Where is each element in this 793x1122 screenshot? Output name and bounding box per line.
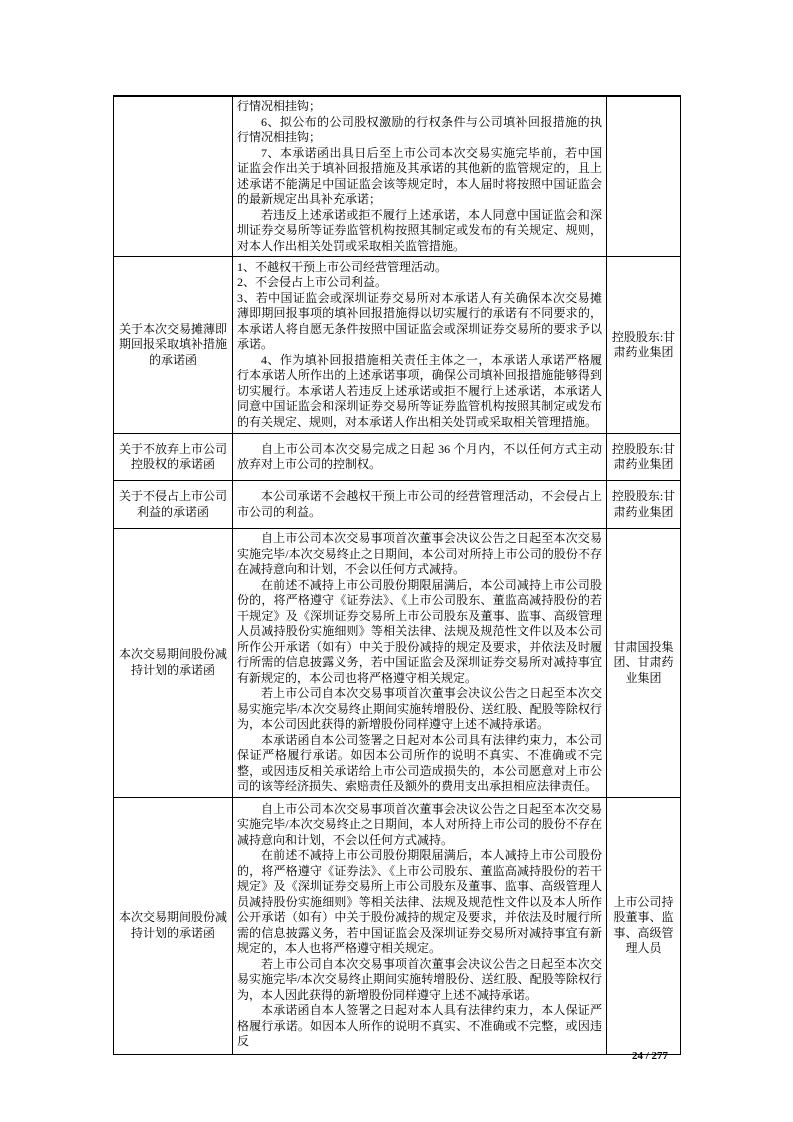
commitment-name-cell: 本次交易期间股份减持计划的承诺函 — [114, 797, 233, 1054]
content-paragraph: 3、若中国证监会或深圳证券交易所对本承诺人有关确保本次交易摊薄即期回报事项的填补回报措施得以切实履行的承诺有不同要求的，本承诺人将自愿无条件按照中国证监会或深圳证券交易所的要求予以承诺。 — [237, 290, 602, 352]
content-paragraph: 自上市公司本次交易完成之日起 36 个月内，不以任何方式主动放弃对上市公司的控制权。 — [237, 441, 602, 471]
table-row — [114, 257, 681, 434]
commitment-party-cell: 控股股东:甘肃药业集团 — [607, 434, 681, 481]
commitment-name-cell: 本次交易期间股份减持计划的承诺函 — [114, 529, 233, 798]
content-paragraph: 2、不会侵占上市公司利益。 — [237, 275, 388, 290]
content-paragraph: 本承诺函自本公司签署之日起对本公司具有法律约束力，本公司保证严格履行承诺。如因本公司所作的说明不真实、不准确或不完整，或因违反相关承诺给上市公司造成损失的，本公司愿意对上市公司的该等经济损失、索赔责任及额外的费用支出承担相应法律责任。 — [237, 732, 602, 793]
commitment-content-cell — [233, 481, 607, 529]
content-paragraph: 4、作为填补回报措施相关责任主体之一，本承诺人承诺严格履行本承诺人所作出的上述承诺事项，确保公司填补回报措施能够得到切实履行。本承诺人若违反上述承诺或拒不履行上述承诺，本承诺人同意中国证监会和深圳证券交易所等证券监管机构按照其制定或发布的有关规定、规则，对本承诺人作出相关处罚或采取相关管理措施。 — [237, 352, 602, 429]
table-row — [114, 797, 681, 1054]
content-paragraph: 在前述不减持上市公司股份期限届满后，本人减持上市公司股份的，将严格遵守《证券法》、《上市公司股东、董监高减持股份的若干规定》及《深圳证券交易所上市公司股东及董事、监事、高级管理人员减持股份实施细则》等相关法律、法规及规范性文件以及本人所作公开承诺（如有）中关于股份减持的规定及要求，并依法及时履行所需的信息披露义务，若中国证监会及深圳证券交易所对减持事宜有新规定的，本人也将严格遵守相关规定。 — [237, 848, 602, 955]
table-row — [114, 529, 681, 798]
commitment-party-cell: 甘肃国投集团、甘肃药业集团 — [607, 529, 681, 798]
commitment-content-cell — [233, 434, 607, 481]
page-number: 24 / 277 — [631, 1050, 668, 1062]
commitment-party-cell: 控股股东:甘肃药业集团 — [607, 481, 681, 529]
content-paragraph: 1、不越权干预上市公司经营管理活动。 — [237, 259, 448, 274]
commitment-content-cell — [233, 529, 607, 798]
content-paragraph: 在前述不减持上市公司股份期限届满后，本公司减持上市公司股份的，将严格遵守《证券法》、《上市公司股东、董监高减持股份的若干规定》及《深圳证券交易所上市公司股东及董事、监事、高级管理人员减持股份实施细则》等相关法律、法规及规范性文件以及本公司所作公开承诺（如有）中关于股份减持的规定及要求，并依法及时履行所需的信息披露义务，若中国证监会及深圳证券交易所对减持事宜有新规定的，本公司也将严格遵守相关规定。 — [237, 577, 602, 685]
commitment-name-cell: 关于不放弃上市公司控股权的承诺函 — [114, 434, 233, 481]
commitment-content-cell — [233, 797, 607, 1054]
content-paragraph: 若上市公司自本次交易事项首次董事会决议公告之日起至本次交易实施完毕/本次交易终止期间实施转增股份、送红股、配股等除权行为，本公司因此获得的新增股份同样遵守上述不减持承诺。 — [237, 686, 602, 731]
commitment-party-cell — [607, 96, 681, 257]
commitment-name-cell: 关于不侵占上市公司利益的承诺函 — [114, 481, 233, 529]
commitment-party-cell: 上市公司持股董事、监事、高级管理人员 — [607, 797, 681, 1054]
content-paragraph: 本公司承诺不会越权干预上市公司的经营管理活动，不会侵占上市公司的利益。 — [237, 489, 602, 519]
commitments-table-body — [114, 96, 681, 1054]
content-paragraph: 若违反上述承诺或拒不履行上述承诺，本人同意中国证监会和深圳证券交易所等证券监管机构按照其制定或发布的有关规定、规则，对本人作出相关处罚或采取相关监管措施。 — [237, 207, 602, 253]
commitment-content-cell — [233, 96, 607, 257]
content-paragraph: 自上市公司本次交易事项首次董事会决议公告之日起至本次交易实施完毕/本次交易终止之日期间，本公司对所持上市公司的股份不存在减持意向和计划，不会以任何方式减持。 — [237, 531, 602, 576]
content-paragraph: 行情况相挂钩； — [237, 99, 322, 113]
content-paragraph: 若上市公司自本次交易事项首次董事会决议公告之日起至本次交易实施完毕/本次交易终止期间实施转增股份、送红股、配股等除权行为，本人因此获得的新增股份同样遵守上述不减持承诺。 — [237, 956, 602, 1002]
commitment-party-cell: 控股股东:甘肃药业集团 — [607, 257, 681, 434]
content-paragraph: 6、拟公布的公司股权激励的行权条件与公司填补回报措施的执行情况相挂钩； — [237, 114, 602, 144]
table-row — [114, 434, 681, 481]
table-row — [114, 481, 681, 529]
content-paragraph: 7、本承诺函出具日后至上市公司本次交易实施完毕前，若中国证监会作出关于填补回报措施及其承诺的其他新的监管规定的，且上述承诺不能满足中国证监会该等规定时，本人届时将按照中国证监会的最新规定出具补充承诺； — [237, 145, 602, 206]
commitment-name-cell — [114, 96, 233, 257]
commitments-table — [113, 95, 681, 1055]
table-row — [114, 96, 681, 257]
content-paragraph: 自上市公司本次交易事项首次董事会决议公告之日起至本次交易实施完毕/本次交易终止之日期间，本人对所持上市公司的股份不存在减持意向和计划，不会以任何方式减持。 — [237, 801, 602, 847]
commitment-content-cell — [233, 257, 607, 434]
content-paragraph: 本承诺函自本人签署之日起对本人具有法律约束力，本人保证严格履行承诺。如因本人所作的说明不真实、不准确或不完整，或因违反 — [237, 1003, 602, 1048]
commitment-name-cell: 关于本次交易摊薄即期回报采取填补措施的承诺函 — [114, 257, 233, 434]
